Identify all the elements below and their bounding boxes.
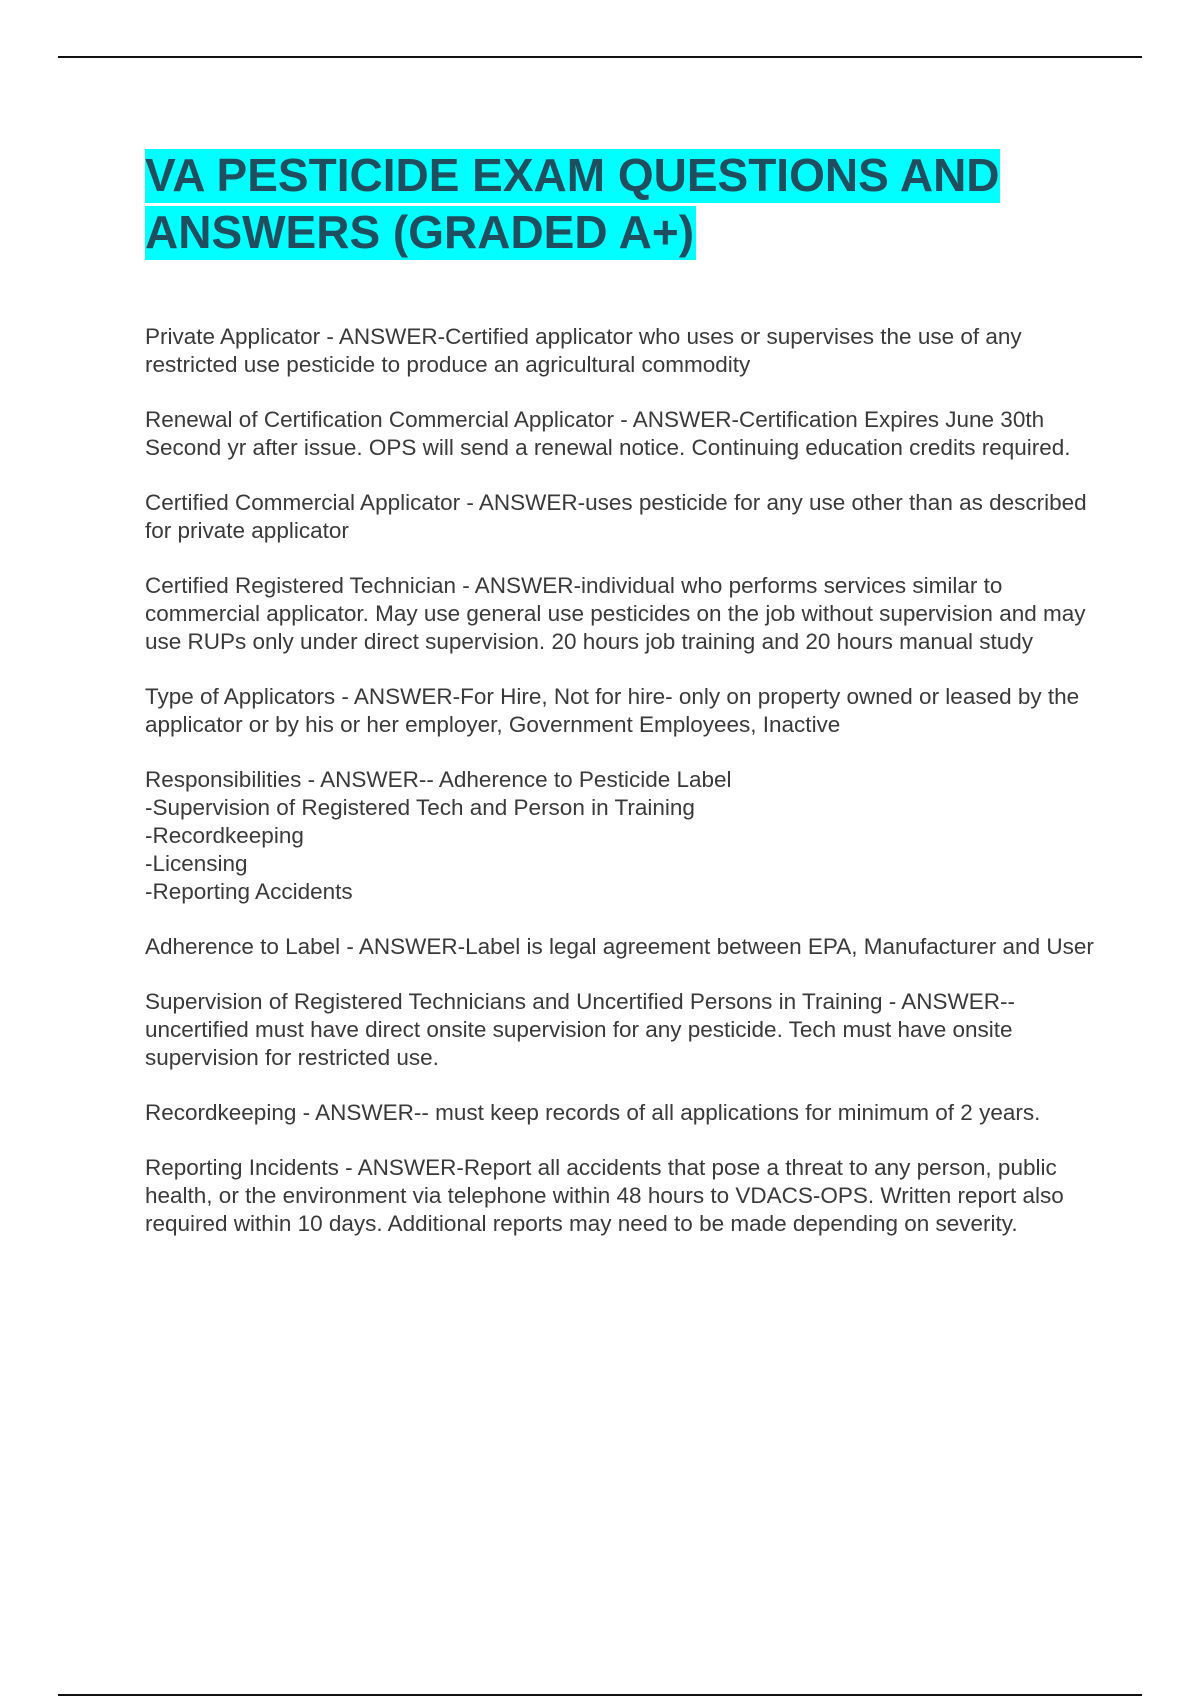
- qa-entry-responsibilities: [145, 766, 1095, 906]
- qa-entry-renewal-of-certification: Renewal of Certification Commercial Applicator - ANSWER-Certification Expires June 30th Second yr after issue. OPS will send a renewal notice. Continuing education credits required.: [145, 407, 1071, 460]
- qa-entry-supervision: Supervision of Registered Technicians and Uncertified Persons in Training - ANSWER--uncertified must have direct onsite supervision for any pesticide. Tech must have onsite supervision for restricted use.: [145, 989, 1015, 1070]
- footer-rule: [58, 1694, 1142, 1696]
- qa-entry-private-applicator: Private Applicator - ANSWER-Certified applicator who uses or supervises the use of any restricted use pesticide to produce an agricultural commodity: [145, 324, 1022, 377]
- qa-entry-certified-commercial-applicator: Certified Commercial Applicator - ANSWER-uses pesticide for any use other than as described for private applicator: [145, 490, 1087, 543]
- responsibilities-line: -Supervision of Registered Tech and Person in Training: [145, 795, 695, 820]
- qa-entry-adherence-to-label: Adherence to Label - ANSWER-Label is legal agreement between EPA, Manufacturer and User: [145, 934, 1094, 959]
- qa-entry-certified-registered-technician: Certified Registered Technician - ANSWER-individual who performs services similar to commercial applicator. May use general use pesticides on the job without supervision and may use RUPs only under direct supervision. 20 hours job training and 20 hours manual study: [145, 573, 1086, 654]
- document-title: [145, 147, 1095, 261]
- responsibilities-line: -Reporting Accidents: [145, 879, 353, 904]
- title-highlight: VA PESTICIDE EXAM QUESTIONS AND ANSWERS (GRADED A+): [145, 149, 1000, 258]
- header-rule: [58, 56, 1142, 58]
- responsibilities-line: -Recordkeeping: [145, 823, 304, 848]
- document-body: [145, 147, 1095, 1265]
- responsibilities-line: Responsibilities - ANSWER-- Adherence to Pesticide Label: [145, 767, 732, 792]
- qa-entry-reporting-incidents: Reporting Incidents - ANSWER-Report all accidents that pose a threat to any person, public health, or the environment via telephone within 48 hours to VDACS-OPS. Written report also required within 10 days. Additional reports may need to be made depending on severity.: [145, 1155, 1064, 1236]
- qa-entry-type-of-applicators: Type of Applicators - ANSWER-For Hire, Not for hire- only on property owned or leased by the applicator or by his or her employer, Government Employees, Inactive: [145, 684, 1080, 737]
- qa-entry-recordkeeping: Recordkeeping - ANSWER-- must keep records of all applications for minimum of 2 years.: [145, 1100, 1041, 1125]
- responsibilities-line: -Licensing: [145, 851, 248, 876]
